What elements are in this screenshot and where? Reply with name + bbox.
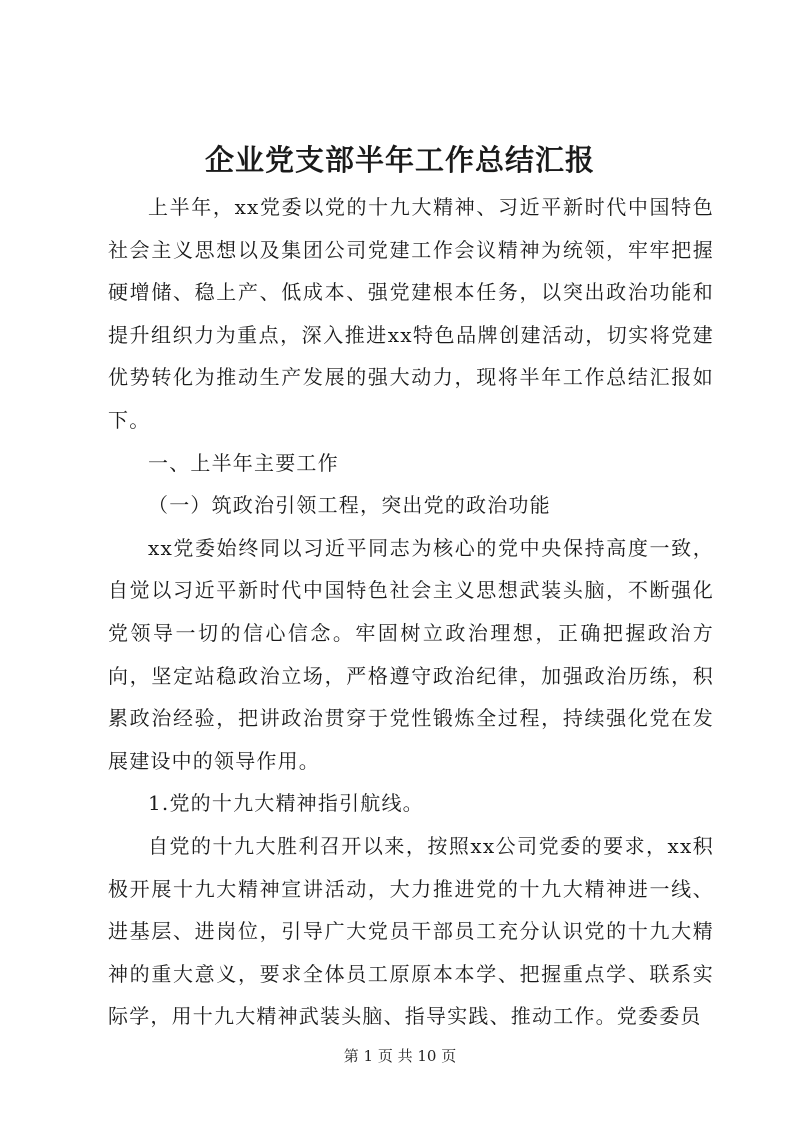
section-heading: 一、上半年主要工作 [148, 450, 339, 475]
document-body [108, 186, 714, 1038]
body-paragraph: xx党委始终同以习近平同志为核心的党中央保持高度一致，自觉以习近平新时代中国特色社会主义思想武装头脑，不断强化党领导一切的信心信念。牢固树立政治理想，正确把握政治方向，坚定站稳政治立场，严格遵守政治纪律，加强政治历练，积累政治经验，把讲政治贯穿于党性锻炼全过程，持续强化党在发展建设中的领导作用。 [108, 535, 714, 773]
body-paragraph: 自党的十九大胜利召开以来，按照xx公司党委的要求，xx积极开展十九大精神宣讲活动，大力推进党的十九大精神进一线、进基层、进岗位，引导广大党员干部员工充分认识党的十九大精神的重大意义，要求全体员工原原本本学、把握重点学、联系实际学，用十九大精神武装头脑、指导实践、推动工作。党委委员 [108, 833, 714, 1029]
subsection-heading: （一）筑政治引领工程，突出党的政治功能 [148, 493, 551, 518]
numbered-heading: 1.党的十九大精神指引航线。 [148, 791, 424, 816]
intro-paragraph: 上半年，xx党委以党的十九大精神、习近平新时代中国特色社会主义思想以及集团公司党建工作会议精神为统领，牢牢把握硬增储、稳上产、低成本、强党建根本任务，以突出政治功能和提升组织力为重点，深入推进xx特色品牌创建活动，切实将党建优势转化为推动生产发展的强大动力，现将半年工作总结汇报如下。 [108, 195, 714, 432]
document-title: 企业党支部半年工作总结汇报 [204, 143, 595, 177]
page-footer: 第 1 页 共 10 页 [343, 1047, 457, 1065]
